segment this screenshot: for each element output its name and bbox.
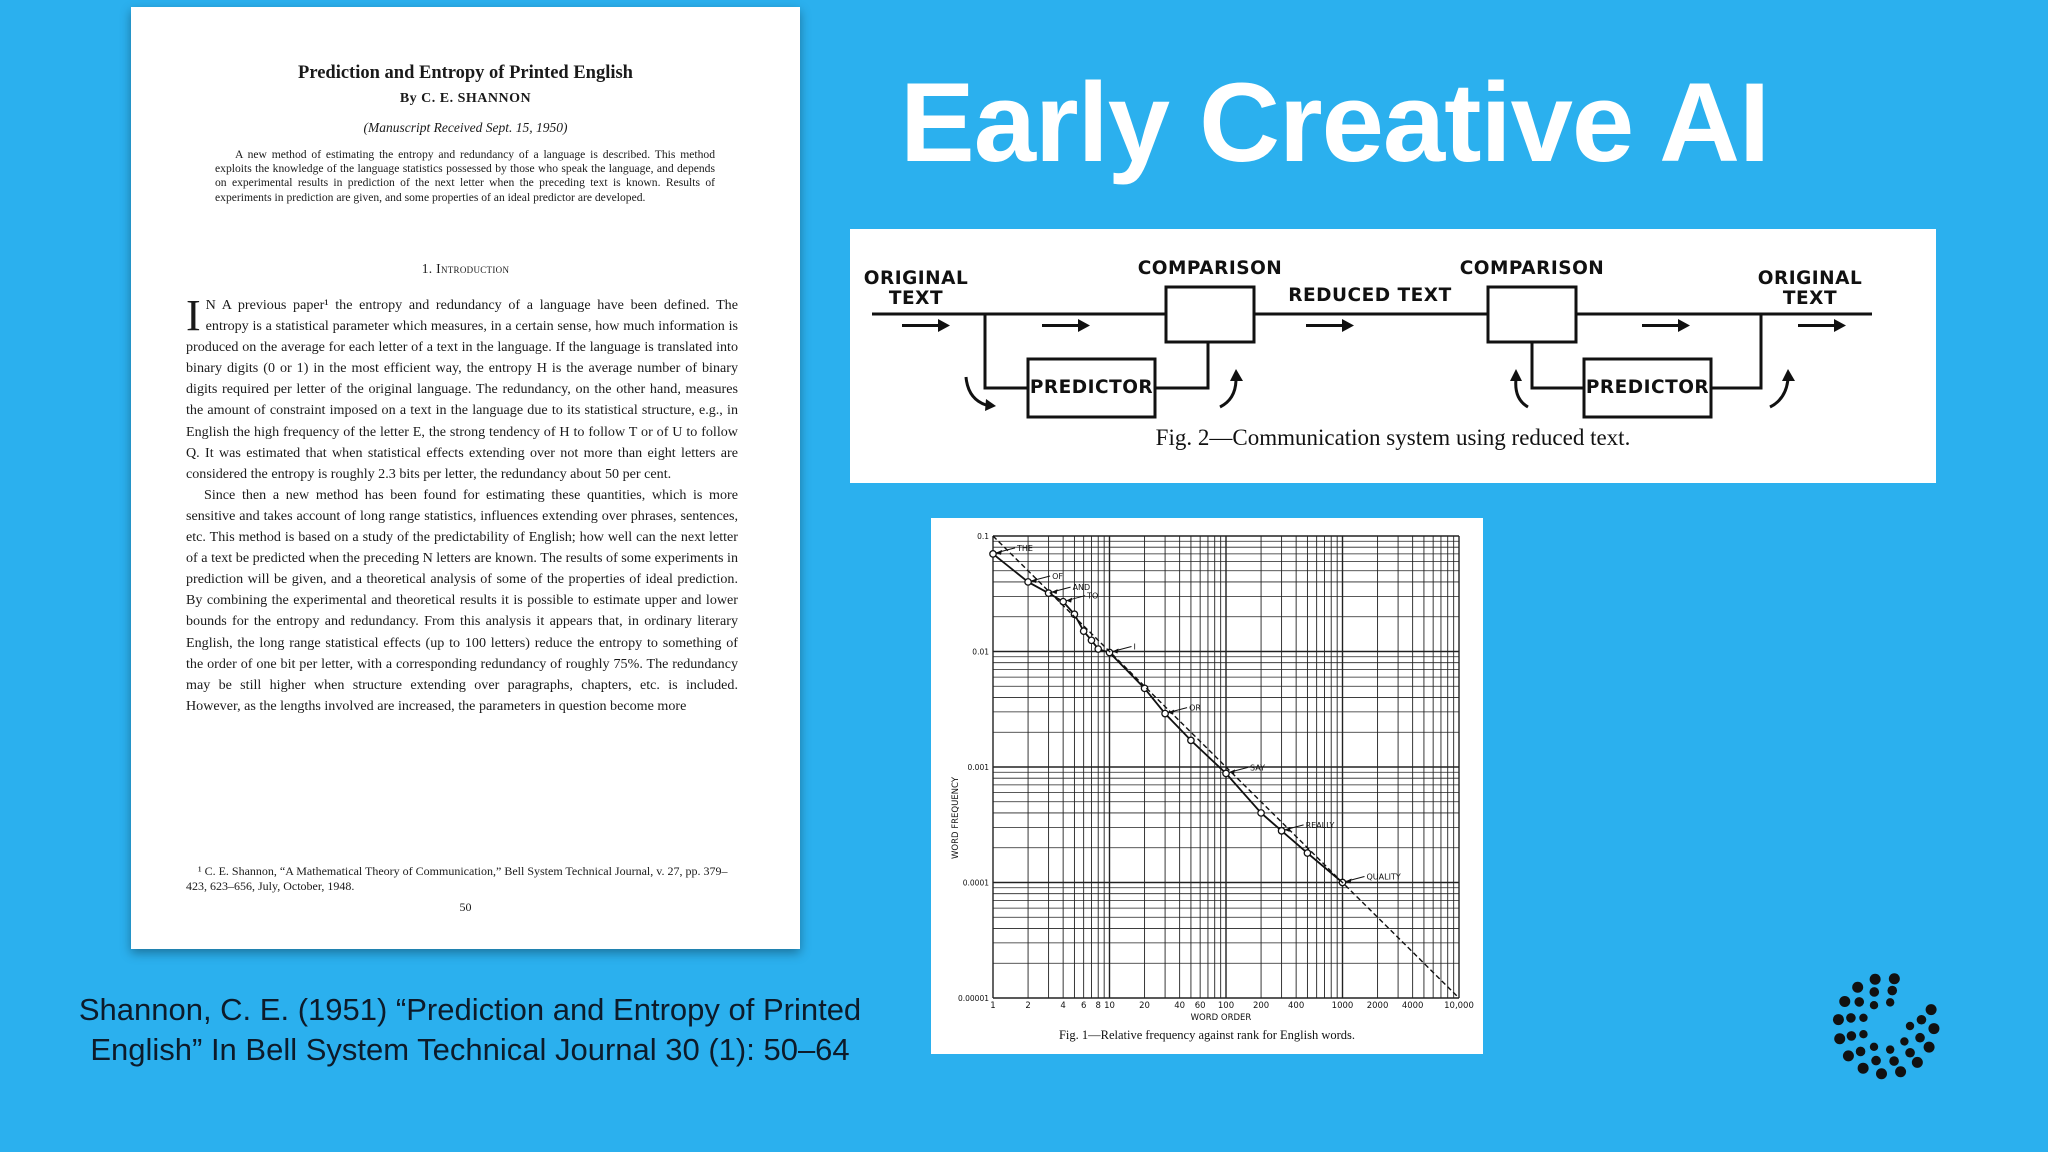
logo-dot [1886,998,1894,1006]
annotation-label: TO [1087,591,1099,601]
y-tick-label: 0.01 [972,647,989,657]
citation [20,990,920,1070]
y-tick-label: 0.0001 [962,878,989,888]
x-tick-label: 2000 [1366,1001,1389,1011]
data-point [1025,579,1031,585]
curved-arrow-3 [1516,379,1528,407]
comparison-box-left [1166,287,1254,342]
section-heading: 1. Introduction [421,261,510,276]
annotation-label: OR [1189,703,1201,713]
data-point [1278,828,1284,834]
data-point [990,551,996,557]
annotation-label: OF [1052,571,1063,581]
figure-2-caption: Fig. 2—Communication system using reduced text. [1155,425,1631,450]
x-tick-label: 6 [1080,1001,1087,1011]
x-tick-label: 200 [1252,1001,1270,1011]
data-point [1258,810,1264,816]
annotation-label: QUALITY [1366,872,1401,882]
logo-dot [1889,973,1900,984]
paper-page [131,7,800,949]
logo-dot [1852,982,1863,993]
logo-dot [1887,986,1897,996]
logo-dot [1870,974,1881,985]
x-tick-label: 100 [1217,1001,1235,1011]
logo-dot [1871,1056,1881,1066]
logo-dot [1886,1045,1894,1053]
paragraph-2: Since then a new method has been found for estimating these quantities, which is more sensitive and takes account of long range statistics, influences extending over phrases, sentences, etc. This method is based on a study of the predictability of English; how well can the next letter of a text be predicted when the preceding N letters are known. The results of some experiments in prediction will be given, and a theoretical analysis of some of the properties of ideal prediction. By combining the experimental and theoretical results it is possible to estimate upper and lower bounds for the entropy and redundancy. From this analysis it appears that, in ordinary literary English, the long range statistical effects (up to 100 letters) reduce the entropy to something of the order of one bit per letter, with a corresponding redundancy of roughly 75%. The redundancy may be still higher when structure extending over paragraphs, chapters, etc. is included. However, as the lengths involved are increased, the parameters in question become more [186,486,738,714]
arrow-right-3 [1306,319,1354,332]
x-tick-label: 1 [990,1001,996,1011]
dotted-ring-logo [1826,966,1946,1086]
annotation-label: AND [1072,583,1091,593]
figure-2-diagram [850,229,1936,483]
x-tick-label: 10 [1104,1001,1115,1011]
label-predictor-right: PREDICTOR [1585,377,1710,398]
right-return-line [1711,314,1761,388]
data-point [1162,710,1168,716]
page-number: 50 [459,900,472,914]
paper-title: Prediction and Entropy of Printed English [298,63,633,83]
x-tick-label: 400 [1288,1001,1305,1011]
label-predictor-left: PREDICTOR [1029,377,1154,398]
logo-dot [1839,996,1850,1007]
x-tick-label: 1000 [1331,1001,1354,1011]
logo-dot [1870,1001,1878,1009]
y-tick-label: 0.1 [977,532,989,541]
logo-dot [1869,987,1879,997]
logo-dot [1895,1066,1906,1077]
arrowhead-4 [1782,369,1795,381]
x-tick-label: 20 [1139,1001,1150,1011]
arrow-right-1 [902,319,950,332]
logo-dot [1917,1015,1927,1025]
logo-dot [1858,1063,1869,1074]
observed-line [993,554,1343,883]
annotation-label: I [1133,642,1136,652]
x-tick-label: 4 [1060,1001,1066,1011]
paper-footnote: ¹ C. E. Shannon, “A Mathematical Theory of Communication,” Bell System Technical Journal, v. 27, pp. 379–423, 623–656, July, October, 1948. [186,864,728,893]
citation-line-1: Shannon, C. E. (1951) “Prediction and Entropy of Printed [78,992,862,1027]
left-return-line [1155,342,1208,388]
logo-dot [1847,1031,1857,1041]
logo-dot [1843,1050,1854,1061]
curved-arrow-4 [1770,379,1788,407]
comparison-box-right [1488,287,1576,342]
logo-dot [1854,997,1864,1007]
paper-received-date: (Manuscript Received Sept. 15, 1950) [363,120,568,135]
arrow-right-4 [1642,319,1690,332]
arrowhead-3 [1510,369,1522,381]
figure-1-chart [931,518,1483,1054]
x-tick-label: 8 [1095,1001,1101,1011]
zipf-chart-svg [931,518,1483,1028]
data-point [1188,737,1194,743]
curved-arrow-1 [966,377,986,405]
data-point [1106,649,1112,655]
data-point [1223,770,1229,776]
x-tick-label: 10,000 [1444,1001,1474,1011]
logo-dot [1846,1013,1856,1023]
curved-arrow-2 [1220,379,1236,407]
label-reduced-text: REDUCED TEXT [1288,285,1452,306]
logo-dot [1900,1037,1908,1045]
annotation-label: SAY [1250,763,1265,773]
label-comparison-left: COMPARISON [1137,258,1283,279]
logo-dot [1928,1023,1939,1034]
logo-dot [1912,1057,1923,1068]
logo-dot [1833,1014,1844,1025]
logo-dot [1906,1022,1914,1030]
logo-dot [1905,1048,1915,1058]
arrowhead-1 [985,399,996,411]
data-point [1304,850,1310,856]
right-feed-line [1532,342,1584,388]
y-tick-label: 0.001 [967,763,989,772]
annotation-label: REALLY [1305,820,1335,830]
figure-1-caption: Fig. 1—Relative frequency against rank for English words. [1058,1028,1356,1042]
logo-dot [1889,1056,1899,1066]
annotation-label: THE [1017,543,1033,553]
x-tick-label: 40 [1174,1001,1186,1011]
logo-dot [1859,1014,1867,1022]
logo-dot [1856,1047,1866,1057]
arrow-right-2 [1042,319,1090,332]
slide-title: Early Creative AI [900,60,1770,185]
paper-abstract: A new method of estimating the entropy and redundancy of a language is described. This method exploits the knowledge of the language statistics possessed by those who speak the language, and depends on experimental results in prediction of the next letter when the preceding text is known. Results of experiments in prediction are given, and some properties of an ideal predictor are developed. [215,148,715,204]
drop-cap: I [186,291,201,340]
paper-body [186,291,738,717]
x-tick-label: 4000 [1401,1001,1424,1011]
data-point [1095,646,1101,652]
x-tick-label: 60 [1194,1001,1206,1011]
paragraph-1-text: N A previous paper¹ the entropy and redundancy of a language have been defined. The entropy is a statistical parameter which measures, in a certain sense, how much information is produced on the average for each letter of a text in the language. If the language is translated into binary digits (0 or 1) in the most efficient way, the entropy H is the average number of binary digits required per letter of the original language. The redundancy, on the other hand, measures the amount of constraint imposed on a text in the language due to its statistical structure, e.g., in English the high frequency of the letter E, the strong tendency of H to follow T or of U to follow Q. It was estimated that when statistical effects extending over not more than eight letters are considered the entropy is roughly 2.3 bits per letter, the redundancy about 50 per cent. [186,297,738,482]
x-axis-label: WORD ORDER [1190,1013,1252,1023]
logo-dot [1926,1004,1937,1015]
arrow-right-5 [1798,319,1846,332]
citation-line-2: English” In Bell System Technical Journal 30 (1): 50–64 [90,1032,850,1067]
arrowhead-2 [1230,369,1243,381]
logo-dot [1924,1042,1935,1053]
logo-dot [1834,1033,1845,1044]
y-tick-label: 0.00001 [957,994,989,1003]
paper-author: By C. E. SHANNON [399,91,532,106]
label-original-text-right: ORIGINAL TEXT [1757,268,1863,309]
logo-dot [1915,1033,1925,1043]
label-original-text-left: ORIGINAL TEXT [863,268,969,309]
paragraph-1 [186,291,738,485]
logo-dot [1859,1030,1867,1038]
left-feed-line [985,314,1028,388]
data-point [1088,637,1094,643]
label-comparison-right: COMPARISON [1459,258,1605,279]
logo-dot [1876,1068,1887,1079]
y-axis-label: WORD FREQUENCY [951,776,961,860]
logo-dot [1870,1043,1878,1051]
x-tick-label: 2 [1025,1001,1031,1011]
